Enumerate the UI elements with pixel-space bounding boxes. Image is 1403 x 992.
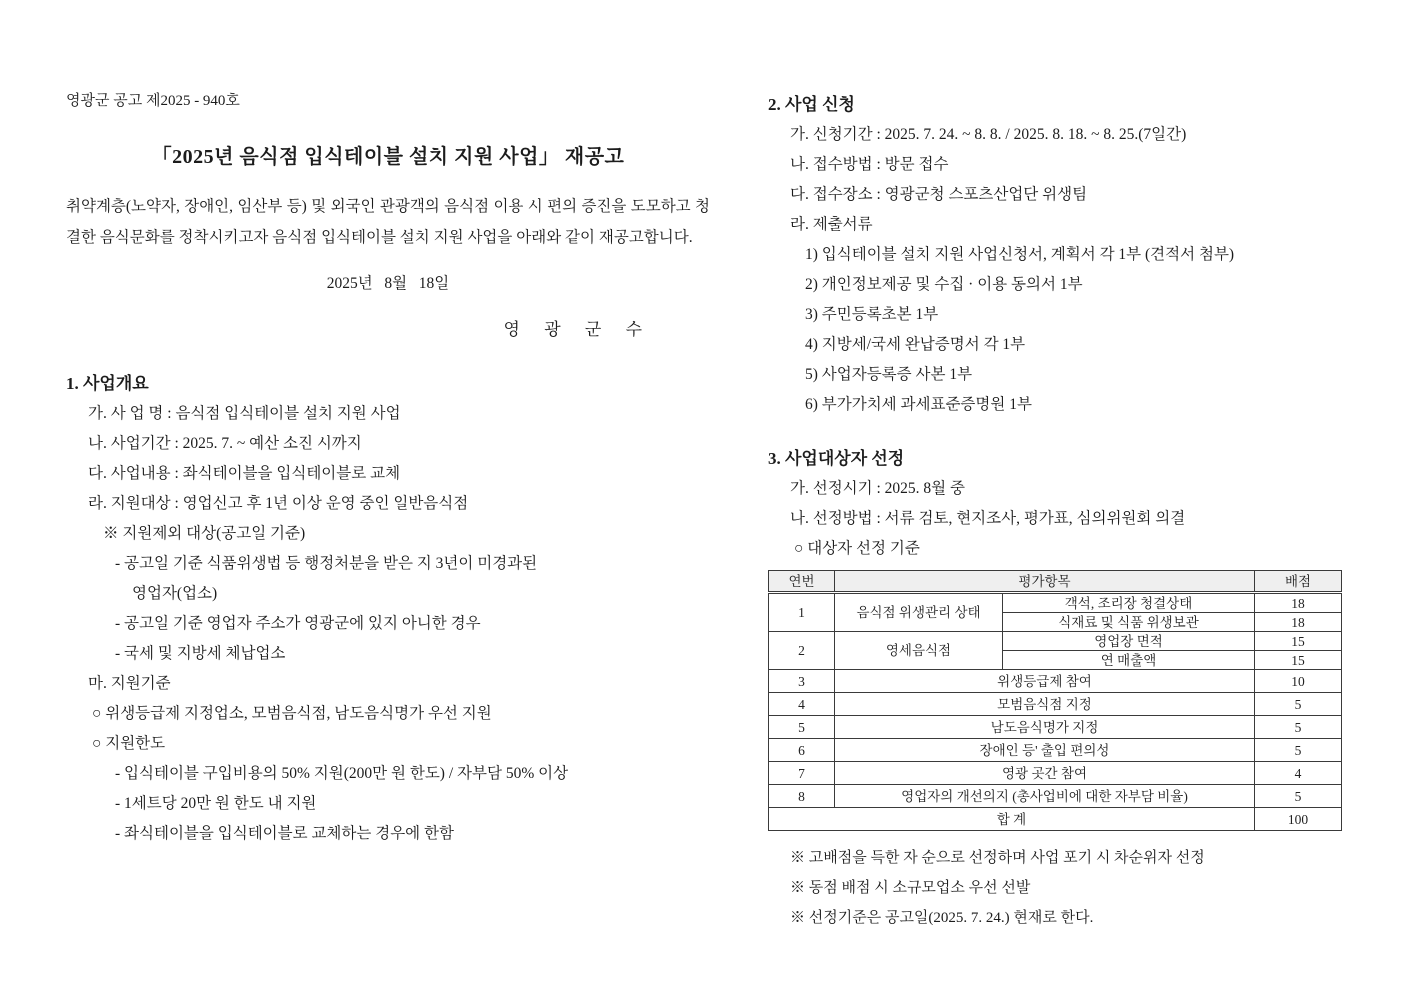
row6-score: 5 (1255, 739, 1342, 762)
text-line: - 입식테이블 구입비용의 50% 지원(200만 원 한도) / 자부담 50% 이상 (115, 764, 569, 782)
table-total-row (769, 808, 1342, 831)
section-1-list (66, 399, 710, 849)
table-row-3 (769, 670, 1342, 693)
row3-no: 3 (769, 670, 835, 693)
row1-sub1-item: 객석, 조리장 청결상태 (1003, 593, 1255, 613)
row8-no: 8 (769, 785, 835, 808)
row4-no: 4 (769, 693, 835, 716)
row5-no: 5 (769, 716, 835, 739)
section-1-heading: 1. 사업개요 (66, 373, 149, 393)
row4-score: 5 (1255, 693, 1342, 716)
row2-sub2-item: 연 매출액 (1003, 651, 1255, 670)
text-line: - 좌식테이블을 입식테이블로 교체하는 경우에 한함 (115, 824, 454, 842)
text-line: 나. 사업기간 : 2025. 7. ~ 예산 소진 시까지 (88, 434, 362, 452)
footnote-line: ※ 고배점을 득한 자 순으로 선정하며 사업 포기 시 차순위자 선정 (790, 850, 1205, 866)
footnote-line: ※ 동점 배점 시 소규모업소 우선 선발 (790, 880, 1031, 896)
table-row-7 (769, 762, 1342, 785)
text-line: ※ 지원제외 대상(공고일 기준) (103, 524, 306, 542)
row6-no: 6 (769, 739, 835, 762)
section-3-heading: 3. 사업대상자 선정 (768, 449, 905, 468)
table-row-5 (769, 716, 1342, 739)
text-line: ○ 위생등급제 지정업소, 모범음식점, 남도음식명가 우선 지원 (92, 704, 492, 722)
row7-no: 7 (769, 762, 835, 785)
signature-governor: 영 광 군 수 (503, 319, 652, 339)
section-2-heading: 2. 사업 신청 (768, 95, 855, 114)
row6-item: 장애인 등' 출입 편의성 (835, 739, 1255, 762)
text-line: 다. 접수장소 : 영광군청 스포츠산업단 위생팀 (790, 186, 1088, 203)
text-line: 나. 접수방법 : 방문 접수 (790, 156, 949, 173)
row2-category: 영세음식점 (835, 632, 1003, 670)
section-3-list (768, 474, 1348, 564)
text-line: - 1세트당 20만 원 한도 내 지원 (115, 794, 317, 812)
row3-item: 위생등급제 참여 (835, 670, 1255, 693)
row3-score: 10 (1255, 670, 1342, 693)
intro-paragraph: 취약계층(노약자, 장애인, 임산부 등) 및 외국인 관광객의 음식점 이용 시 편의 증진을 도모하고 청결한 음식문화를 정착시키고자 음식점 입식테이블 설치 지원 사업을 아래와 같이 재공고합니다. (66, 198, 710, 246)
row4-item: 모범음식점 지정 (835, 693, 1255, 716)
column-header-score: 배점 (1255, 571, 1342, 593)
total-label: 합 계 (769, 808, 1255, 831)
column-header-item: 평가항목 (835, 571, 1255, 593)
document-title: 「2025년 음식점 입식테이블 설치 지원 사업」 재공고 (151, 146, 625, 168)
table-row-4 (769, 693, 1342, 716)
footnote-line: ※ 선정기준은 공고일(2025. 7. 24.) 현재로 한다. (790, 910, 1094, 926)
section-2-list (768, 120, 1348, 420)
row8-item: 영업자의 개선의지 (총사업비에 대한 자부담 비율) (835, 785, 1255, 808)
text-line: 라. 지원대상 : 영업신고 후 1년 이상 운영 중인 일반음식점 (88, 494, 469, 512)
text-line: 1) 입식테이블 설치 지원 사업신청서, 계획서 각 1부 (견적서 첨부) (805, 246, 1235, 263)
column-header-no: 연번 (769, 571, 835, 593)
text-line: 영업자(업소) (132, 584, 218, 602)
text-line: 3) 주민등록초본 1부 (805, 306, 939, 323)
text-line: - 공고일 기준 영업자 주소가 영광군에 있지 아니한 경우 (115, 614, 481, 632)
row1-sub2-item: 식재료 및 식품 위생보관 (1003, 613, 1255, 632)
evaluation-criteria-table (768, 570, 1342, 831)
text-line: 2) 개인정보제공 및 수집 · 이용 동의서 1부 (805, 276, 1083, 293)
table-header-row (769, 571, 1342, 593)
table-row-8 (769, 785, 1342, 808)
text-line: 6) 부가가치세 과세표준증명원 1부 (805, 396, 1032, 413)
left-column (66, 90, 710, 849)
text-line: 나. 선정방법 : 서류 검토, 현지조사, 평가표, 심의위원회 의결 (790, 510, 1186, 527)
notice-date: 2025년 8월 18일 (326, 274, 450, 292)
row2-sub1-item: 영업장 면적 (1003, 632, 1255, 651)
row7-item: 영광 곳간 참여 (835, 762, 1255, 785)
row1-sub1-score: 18 (1255, 593, 1342, 613)
table-row-1a (769, 593, 1342, 613)
notice-number: 영광군 공고 제2025 - 940호 (66, 93, 240, 109)
right-column (768, 90, 1348, 933)
row1-no: 1 (769, 593, 835, 632)
row5-item: 남도음식명가 지정 (835, 716, 1255, 739)
row2-sub1-score: 15 (1255, 632, 1342, 651)
text-line: 4) 지방세/국세 완납증명서 각 1부 (805, 336, 1026, 353)
text-line: 가. 선정시기 : 2025. 8월 중 (790, 480, 965, 497)
row8-score: 5 (1255, 785, 1342, 808)
total-score: 100 (1255, 808, 1342, 831)
table-row-6 (769, 739, 1342, 762)
text-line: 마. 지원기준 (88, 674, 171, 692)
row1-sub2-score: 18 (1255, 613, 1342, 632)
text-line: ○ 지원한도 (92, 734, 166, 752)
footnotes-list (768, 843, 1348, 933)
text-line: - 공고일 기준 식품위생법 등 행정처분을 받은 지 3년이 미경과된 (115, 554, 538, 572)
text-line: 다. 사업내용 : 좌식테이블을 입식테이블로 교체 (88, 464, 401, 482)
row1-category: 음식점 위생관리 상태 (835, 593, 1003, 632)
table-row-2a (769, 632, 1342, 651)
text-line: 가. 사 업 명 : 음식점 입식테이블 설치 지원 사업 (88, 404, 401, 422)
row5-score: 5 (1255, 716, 1342, 739)
row7-score: 4 (1255, 762, 1342, 785)
text-line: 5) 사업자등록증 사본 1부 (805, 366, 973, 383)
text-line: 라. 제출서류 (790, 216, 873, 233)
row2-sub2-score: 15 (1255, 651, 1342, 670)
row2-no: 2 (769, 632, 835, 670)
text-line: ○ 대상자 선정 기준 (794, 540, 920, 557)
text-line: 가. 신청기간 : 2025. 7. 24. ~ 8. 8. / 2025. 8. 18. ~ 8. 25.(7일간) (790, 126, 1187, 143)
text-line: - 국세 및 지방세 체납업소 (115, 644, 286, 662)
